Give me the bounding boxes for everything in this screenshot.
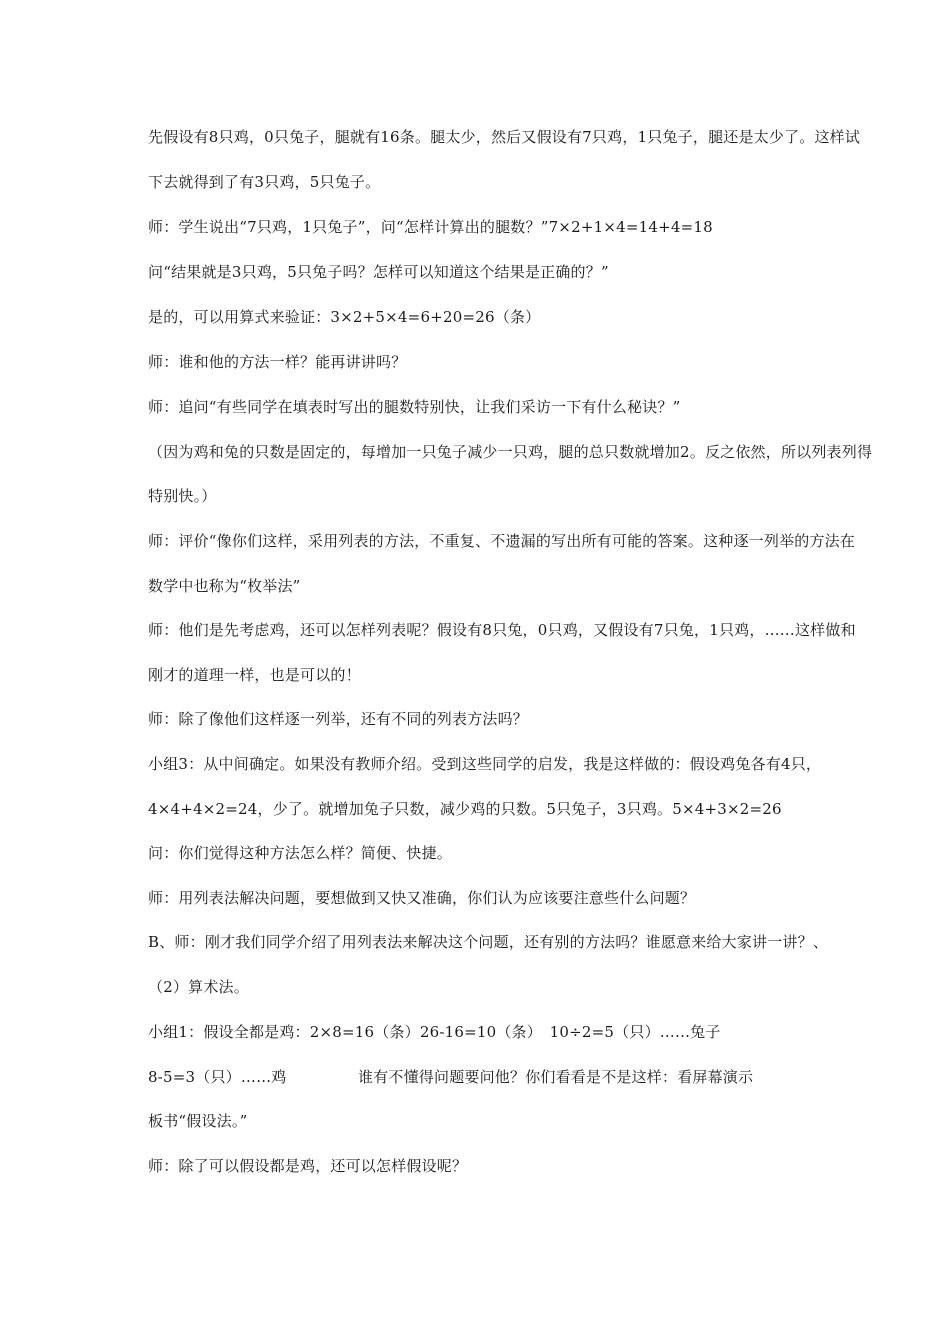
text-line: 数学中也称为“枚举法” (148, 577, 301, 595)
text-line: 师：用列表法解决问题，要想做到又快又准确，你们认为应该要注意些什么问题？ (148, 889, 696, 907)
split-right-text: 谁有不懂得问题要问他？你们看看是不是这样：看屏幕演示 (358, 1068, 754, 1086)
text-line: 是的，可以用算式来验证：3×2+5×4=6+20=26（条） (148, 308, 541, 326)
text-line: 师：除了像他们这样逐一列举，还有不同的列表方法吗？ (148, 710, 529, 728)
text-line: 刚才的道理一样，也是可以的！ (148, 666, 361, 684)
text-line: 师：除了可以假设都是鸡，还可以怎样假设呢？ (148, 1157, 468, 1175)
text-line: 师：谁和他的方法一样？能再讲讲吗？ (148, 353, 407, 371)
text-line: 问“结果就是3只鸡，5只兔子吗？怎样可以知道这个结果是正确的？” (148, 263, 609, 281)
text-line: 板书“假设法。” (148, 1112, 248, 1130)
text-line: 小组1：假设全都是鸡：2×8=16（条）26-16=10（条） 10÷2=5（只）……兔子 (148, 1023, 721, 1041)
text-line: （2）算术法。 (148, 978, 249, 996)
text-line: 小组3：从中间确定。如果没有教师介绍。受到这些同学的启发，我是这样做的：假设鸡兔各有4只， (148, 755, 822, 773)
text-line: 师：学生说出“7只鸡，1只兔子”，问“怎样计算出的腿数？”7×2+1×4=14+4=18 (148, 218, 713, 236)
text-line-split (148, 1067, 918, 1087)
text-line: 师：评价“像你们这样，采用列表的方法，不重复、不遗漏的写出所有可能的答案。这种逐一列举的方法在 (148, 532, 856, 550)
text-line: 师：追问“有些同学在填表时写出的腿数特别快，让我们采访一下有什么秘诀？” (148, 398, 681, 416)
text-line: 特别快。） (148, 487, 217, 505)
text-line: 4×4+4×2=24，少了。就增加兔子只数，减少鸡的只数。5只兔子，3只鸡。5×4+3×2=26 (148, 800, 782, 818)
text-line: 先假设有8只鸡，0只兔子，腿就有16条。腿太少，然后又假设有7只鸡，1只兔子，腿还是太少了。这样试 (148, 128, 861, 146)
text-line: 问：你们觉得这种方法怎么样？简便、快捷。 (148, 844, 453, 862)
text-line: 下去就得到了有3只鸡，5只兔子。 (148, 173, 381, 191)
text-line: B、师：刚才我们同学介绍了用列表法来解决这个问题，还有别的方法吗？谁愿意来给大家讲一讲？、 (148, 933, 829, 951)
split-left-text: 8-5=3（只）……鸡 (148, 1068, 287, 1086)
text-line: （因为鸡和兔的只数是固定的，每增加一只兔子减少一只鸡，腿的总只数就增加2。反之依然，所以列表列得 (148, 443, 873, 461)
text-line: 师：他们是先考虑鸡，还可以怎样列表呢？假设有8只兔，0只鸡，又假设有7只兔，1只鸡，……这样做和 (148, 621, 856, 639)
